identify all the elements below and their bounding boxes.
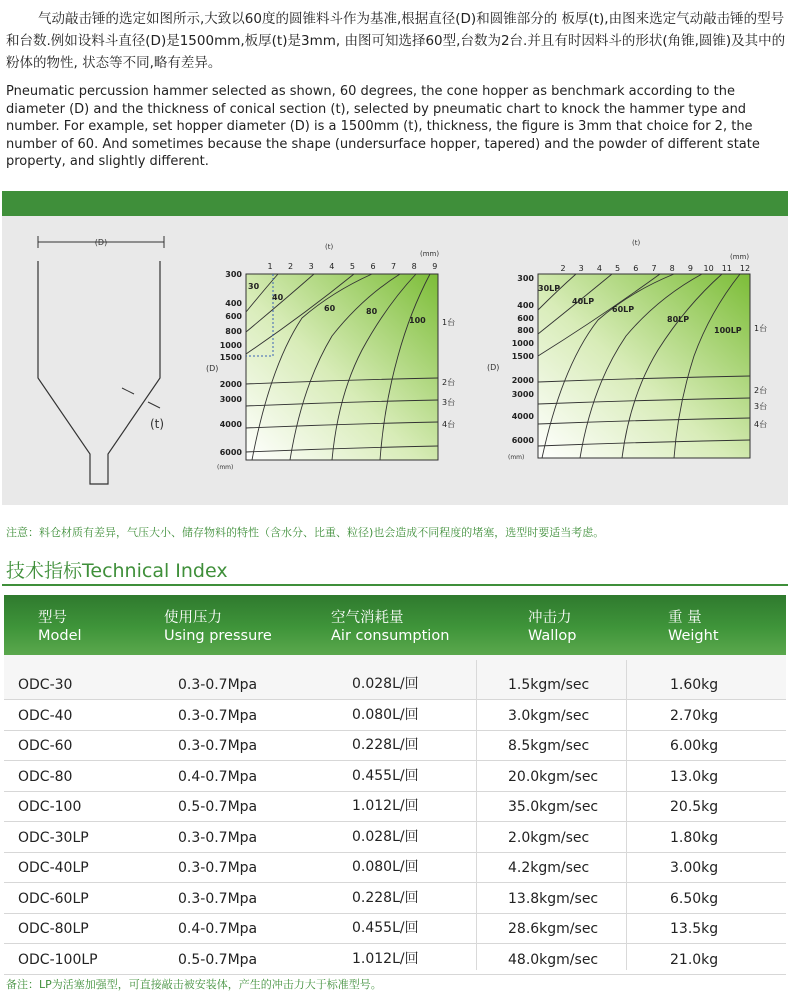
cell-air: 1.012L/回	[352, 798, 419, 814]
cell-wallop: 8.5kgm/sec	[508, 738, 590, 754]
y-tick-label: 800	[517, 326, 534, 335]
cell-wallop: 3.0kgm/sec	[508, 707, 590, 724]
cell-model: ODC-30	[18, 677, 73, 693]
cell-wallop: 20.0kgm/sec	[508, 768, 599, 785]
cell-model: ODC-80	[18, 768, 73, 785]
y-tick-label: 300	[225, 270, 242, 279]
cell-model: ODC-30LP	[18, 829, 89, 846]
chart-lp	[487, 239, 767, 461]
cell-pressure: 0.5-0.7Mpa	[178, 799, 258, 815]
x-tick-label: 9	[432, 262, 438, 271]
model-label: 30	[248, 282, 260, 291]
header-air: 空气消耗量 Air consumption	[331, 610, 450, 644]
cell-model: ODC-60LP	[18, 890, 89, 907]
lp-remark: 备注：LP为活塞加强型，可直接敲击被安装体，产生的冲击力大于标准型号。	[6, 978, 382, 991]
cell-air: 0.080L/回	[352, 706, 419, 723]
unit-count-label: 4台	[442, 420, 456, 429]
hopper-t-label: (t)	[150, 417, 165, 431]
x-tick-label: 3	[308, 262, 314, 271]
cell-wallop: 35.0kgm/sec	[508, 799, 599, 815]
model-label: 40LP	[572, 297, 595, 306]
chart1-d-axis-label: (D)	[206, 364, 219, 373]
cell-wallop: 1.5kgm/sec	[508, 677, 590, 693]
y-tick-label: 600	[517, 314, 534, 323]
y-tick-label: 1500	[219, 353, 242, 362]
cell-model: ODC-40LP	[18, 860, 89, 876]
section-underline	[2, 584, 788, 586]
cell-pressure: 0.3-0.7Mpa	[178, 707, 258, 724]
x-tick-label: 8	[669, 264, 675, 273]
header-model: 型号 Model	[38, 610, 82, 644]
model-label: 30LP	[538, 284, 561, 293]
x-tick-label: 10	[703, 264, 714, 273]
x-tick-label: 4	[596, 264, 602, 273]
x-tick-label: 4	[329, 262, 335, 271]
x-tick-label: 11	[721, 264, 732, 273]
cell-weight: 13.0kg	[670, 768, 719, 785]
table-row	[4, 731, 786, 762]
cell-wallop: 48.0kgm/sec	[508, 951, 599, 968]
cell-pressure: 0.3-0.7Mpa	[178, 738, 258, 754]
x-tick-label: 6	[370, 262, 376, 271]
unit-count-label: 4台	[754, 420, 768, 429]
model-label: 100LP	[714, 326, 742, 335]
chart1-t-unit: (mm)	[420, 250, 440, 258]
cell-weight: 3.00kg	[670, 860, 719, 876]
cell-pressure: 0.3-0.7Mpa	[178, 860, 258, 876]
model-label: 40	[272, 293, 284, 302]
cell-pressure: 0.3-0.7Mpa	[178, 677, 258, 693]
selection-note: 注意：料仓材质有差异，气压大小、储存物料的特性（含水分、比重、粒径)也会造成不同程度的堵塞，选型时要适当考虑。	[6, 526, 605, 539]
cell-wallop: 13.8kgm/sec	[508, 890, 599, 907]
cell-weight: 21.0kg	[670, 951, 719, 968]
column-divider	[626, 660, 627, 970]
column-divider	[476, 660, 477, 970]
cell-pressure: 0.4-0.7Mpa	[178, 768, 258, 785]
cell-weight: 20.5kg	[670, 799, 719, 815]
x-tick-label: 5	[615, 264, 621, 273]
x-tick-label: 7	[391, 262, 397, 271]
y-tick-label: 4000	[511, 412, 534, 421]
cell-weight: 6.50kg	[670, 890, 719, 907]
y-tick-label: 6000	[219, 448, 242, 457]
unit-count-label: 3台	[754, 402, 768, 411]
x-tick-label: 12	[739, 264, 751, 273]
hopper-schematic	[38, 236, 164, 484]
chart2-t-unit: (mm)	[730, 253, 750, 261]
model-label: 80LP	[667, 315, 690, 324]
intro-chinese: 气动敲击锤的选定如图所示,大致以60度的圆锥料斗作为基准,根据直径(D)和圆锥部分的 板厚(t),由图来选定气动敲击锤的型号和台数.例如设料斗直径(D)是1500mm,板厚(t)是3mm, 由图可知选择60型,台数为2台.并且有时因料斗的形状(角锥,圆锥)及其中的粉体的物性, 状态等不同,略有差异。	[6, 11, 786, 71]
cell-pressure: 0.4-0.7Mpa	[178, 921, 258, 937]
chart2-t-axis-label: (t)	[632, 239, 641, 247]
section-title: 技术指标Technical Index	[6, 560, 228, 582]
x-tick-label: 5	[349, 262, 355, 271]
cell-air: 0.455L/回	[352, 920, 419, 936]
model-label: 100	[409, 316, 426, 325]
chart1-t-axis-label: (t)	[325, 243, 334, 251]
x-tick-label: 2	[288, 262, 294, 271]
cell-model: ODC-100LP	[18, 951, 98, 968]
y-tick-label: 1000	[219, 341, 242, 350]
selection-diagram-panel	[2, 216, 788, 505]
cell-air: 1.012L/回	[352, 950, 419, 967]
cell-weight: 2.70kg	[670, 707, 719, 724]
table-header	[4, 595, 786, 655]
hopper-d-label: (D)	[94, 238, 108, 247]
chart2-d-axis-label: (D)	[487, 363, 500, 372]
unit-count-label: 2台	[442, 378, 456, 387]
chart2-d-unit: (mm)	[508, 454, 525, 461]
model-label: 80	[366, 307, 378, 316]
table-row	[4, 883, 786, 914]
green-divider-band	[2, 191, 788, 216]
table-row	[4, 914, 786, 945]
y-tick-label: 2000	[511, 376, 534, 385]
unit-count-label: 2台	[754, 386, 768, 395]
cell-pressure: 0.3-0.7Mpa	[178, 829, 258, 846]
cell-model: ODC-60	[18, 738, 73, 754]
cell-wallop: 28.6kgm/sec	[508, 921, 599, 937]
cell-model: ODC-40	[18, 707, 73, 724]
table-row	[4, 655, 786, 700]
cell-pressure: 0.5-0.7Mpa	[178, 951, 258, 968]
model-label: 60	[324, 304, 336, 313]
y-tick-label: 300	[517, 274, 534, 283]
table-row	[4, 792, 786, 823]
y-tick-label: 400	[225, 299, 242, 308]
y-tick-label: 3000	[511, 390, 534, 399]
y-tick-label: 600	[225, 312, 242, 321]
cell-weight: 1.80kg	[670, 829, 719, 846]
table-row	[4, 944, 786, 975]
unit-count-label: 1台	[442, 318, 456, 327]
header-wallop: 冲击力 Wallop	[528, 610, 577, 644]
x-tick-label: 6	[633, 264, 639, 273]
table-row	[4, 761, 786, 792]
y-tick-label: 4000	[219, 420, 242, 429]
y-tick-label: 400	[517, 301, 534, 310]
y-tick-label: 3000	[219, 395, 242, 404]
intro-english: Pneumatic percussion hammer selected as shown, 60 degrees, the cone hopper as benchmark according to the diameter (D) and the thickness of conical section (t), selected by pneumatic chart to knock the hammer type and number. For example, set hopper diameter (D) is a 1500mm (t), thickness, the figure is 3mm that choice for 2, the number of 60. And sometimes because the shape (undersurface hopper, tapered) and the powder of different state property, and slightly different.	[6, 84, 760, 169]
cell-weight: 6.00kg	[670, 738, 719, 754]
y-tick-label: 800	[225, 327, 242, 336]
x-tick-label: 3	[578, 264, 584, 273]
cell-air: 0.455L/回	[352, 767, 419, 784]
cell-wallop: 2.0kgm/sec	[508, 829, 590, 846]
cell-air: 0.228L/回	[352, 889, 419, 906]
technical-index-table	[4, 595, 786, 975]
header-pressure: 使用压力 Using pressure	[164, 610, 272, 644]
cell-air: 0.028L/回	[352, 676, 419, 692]
cell-air: 0.228L/回	[352, 737, 419, 753]
cell-model: ODC-100	[18, 799, 82, 815]
cell-model: ODC-80LP	[18, 921, 89, 937]
cell-air: 0.028L/回	[352, 828, 419, 845]
x-tick-label: 2	[560, 264, 566, 273]
unit-count-label: 3台	[442, 398, 456, 407]
y-tick-label: 1000	[511, 339, 534, 348]
x-tick-label: 1	[267, 262, 273, 271]
y-tick-label: 6000	[511, 436, 534, 445]
cell-pressure: 0.3-0.7Mpa	[178, 890, 258, 907]
table-body	[4, 655, 786, 975]
chart1-d-unit: (mm)	[217, 464, 234, 471]
selection-diagram	[2, 216, 788, 505]
y-tick-label: 2000	[219, 380, 242, 389]
table-row	[4, 700, 786, 731]
cell-weight: 1.60kg	[670, 677, 719, 693]
y-tick-label: 1500	[511, 352, 534, 361]
table-row	[4, 853, 786, 884]
cell-wallop: 4.2kgm/sec	[508, 860, 590, 876]
header-weight: 重 量 Weight	[668, 610, 719, 644]
x-tick-label: 7	[651, 264, 657, 273]
x-tick-label: 8	[411, 262, 417, 271]
x-tick-label: 9	[687, 264, 693, 273]
table-row	[4, 822, 786, 853]
chart-standard	[206, 243, 455, 471]
cell-weight: 13.5kg	[670, 921, 719, 937]
unit-count-label: 1台	[754, 324, 768, 333]
cell-air: 0.080L/回	[352, 859, 419, 875]
model-label: 60LP	[612, 305, 635, 314]
